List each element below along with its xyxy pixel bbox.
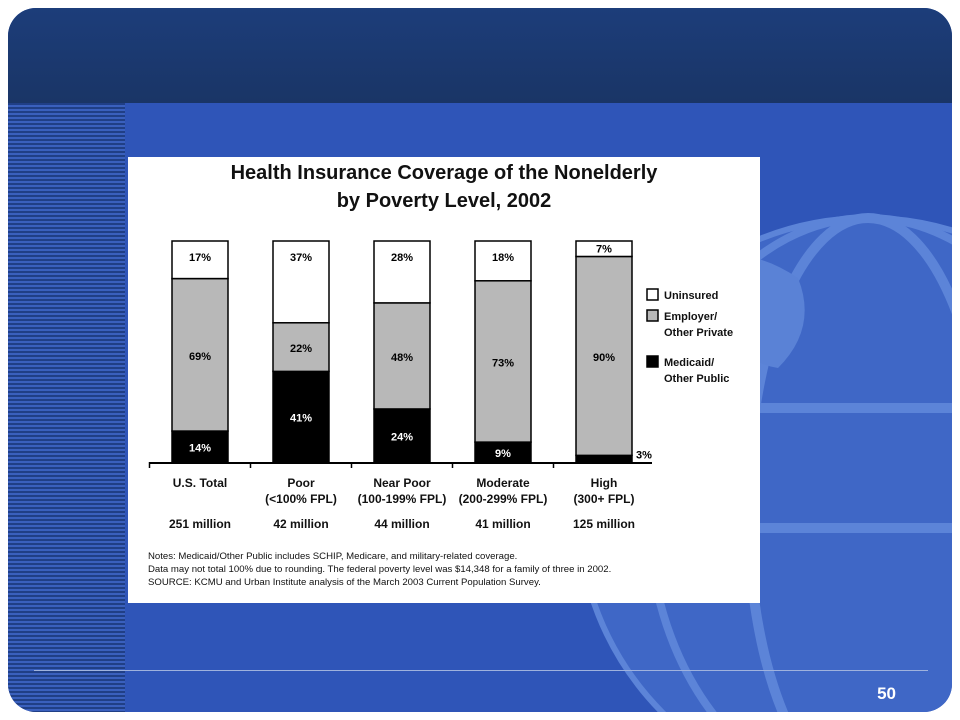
category-label: Poor — [287, 476, 315, 490]
category-label: High — [590, 476, 618, 490]
bar-value-label: 3% — [636, 449, 652, 462]
bar-value-label: 69% — [188, 350, 212, 363]
category-population: 125 million — [572, 517, 636, 531]
stacked-bar-chart — [128, 157, 760, 603]
bar-value-label: 41% — [289, 412, 313, 425]
legend-label: Uninsured — [664, 290, 719, 302]
page-number: 50 — [877, 684, 896, 703]
legend-label: Medicaid/ — [664, 357, 715, 369]
bar-value-label: 22% — [289, 343, 313, 356]
bar-value-label: 14% — [188, 442, 212, 455]
category-population: 41 million — [475, 517, 531, 531]
footer-divider — [34, 670, 928, 671]
legend-swatch — [647, 310, 658, 321]
category-population: 42 million — [273, 517, 329, 531]
chart-note: Notes: Medicaid/Other Public includes SCHIP, Medicare, and military-related coverage. — [148, 551, 518, 562]
bar-value-label: 9% — [495, 448, 511, 461]
bar-segment-medicaid — [576, 455, 632, 462]
bar-value-label: 73% — [491, 357, 515, 370]
bar-value-label: 48% — [390, 351, 414, 364]
chart-title-line2: by Poverty Level, 2002 — [336, 190, 552, 212]
legend-swatch — [647, 356, 658, 367]
category-population: 251 million — [168, 517, 232, 531]
category-sublabel: (<100% FPL) — [265, 492, 337, 506]
category-sublabel: (200-299% FPL) — [458, 492, 548, 506]
category-sublabel: (100-199% FPL) — [357, 492, 447, 506]
bar-value-label: 28% — [390, 252, 414, 264]
legend-label-line2: Other Public — [664, 373, 730, 385]
bar-value-label: 24% — [390, 431, 414, 444]
bar-value-label: 18% — [491, 252, 515, 264]
legend-label: Employer/ — [664, 311, 718, 323]
bar-value-label: 7% — [596, 243, 612, 256]
chart-title-line1: Health Insurance Coverage of the Nonelderly — [230, 162, 658, 184]
bar-segment-uninsured — [374, 241, 430, 303]
chart-panel — [128, 157, 760, 603]
bar-value-label: 17% — [188, 252, 212, 264]
category-sublabel: (300+ FPL) — [573, 492, 635, 506]
slide-header-band — [8, 8, 952, 103]
category-label: U.S. Total — [172, 476, 228, 490]
chart-note: SOURCE: KCMU and Urban Institute analysis of the March 2003 Current Population Survey. — [148, 577, 541, 588]
category-label: Near Poor — [373, 476, 431, 490]
legend-swatch — [647, 289, 658, 300]
category-label: Moderate — [476, 476, 530, 490]
bar-value-label: 90% — [592, 351, 616, 364]
legend-label-line2: Other Private — [664, 327, 734, 339]
chart-note: Data may not total 100% due to rounding. The federal poverty level was $14,348 for a family of three in 2002. — [148, 564, 612, 575]
bar-value-label: 37% — [289, 252, 313, 264]
left-stripe-panel — [8, 103, 125, 712]
category-population: 44 million — [374, 517, 430, 531]
